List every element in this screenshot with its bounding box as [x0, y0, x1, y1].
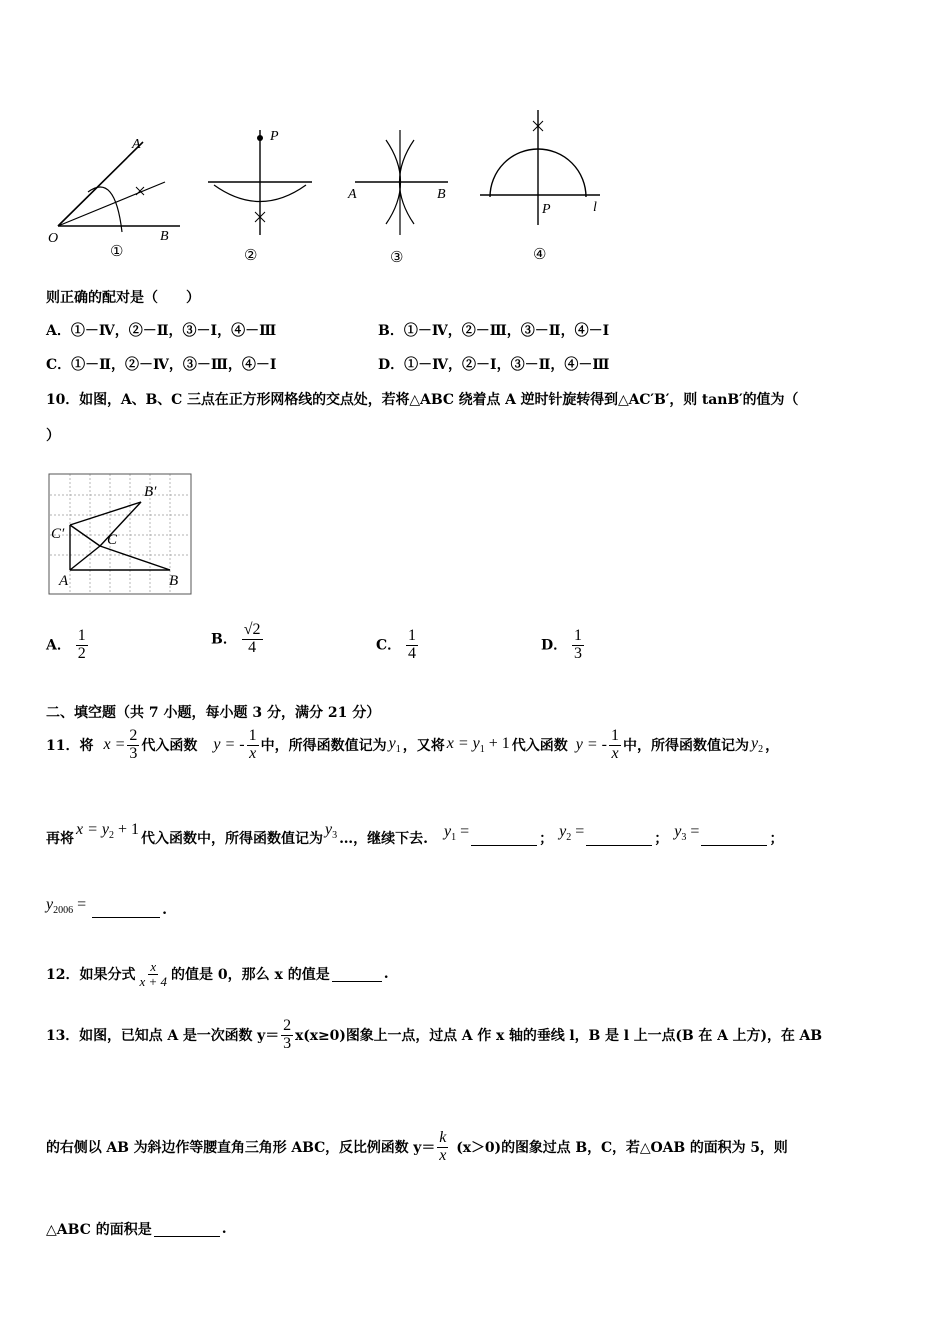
grid-label-c-prime: C′: [51, 526, 65, 542]
fig1-label-A: A: [132, 137, 141, 152]
grid-figure: [47, 472, 193, 596]
q10-option-d: D． $\frac{1}{3}$: [541, 627, 583, 662]
section-2-title: 二、填空题（共 7 小题，每小题 3 分，满分 21 分）: [46, 705, 381, 721]
fig1-number: ①: [110, 244, 124, 260]
fig3-label-B: B: [437, 187, 446, 202]
q11-line-1: 11．将 x = $\frac{2}{3}$ 代入函数 y = - $\frac{1}{x}$ 中，所得函数值记为 $y_1$ ，又将 $x = y_1 + 1$ 代入函数 y = - $\frac{1}{x}$ 中，所得函数值记为 $y_2$ ，: [46, 727, 780, 762]
q11-blank-y3[interactable]: [701, 831, 767, 846]
fig4-label-l: l: [593, 200, 597, 215]
fig1-label-B: B: [160, 229, 169, 244]
fig2-number: ②: [244, 248, 258, 264]
q10-stem-end: ）: [46, 428, 60, 444]
construction-figure-3: [340, 120, 460, 270]
q13-blank[interactable]: [154, 1222, 220, 1237]
q10-stem: 10．如图，A、B、C 三点在正方形网格线的交点处，若将△ABC 绕着点 A 逆时针旋转得到△AC′B′，则 tanB′的值为（: [46, 392, 799, 408]
q13-line-2: 的右侧以 AB 为斜边作等腰直角三角形 ABC，反比例函数 y＝ $\frac{k}{x}$ (x＞0)的图象过点 B，C，若△OAB 的面积为 5，则: [46, 1129, 788, 1164]
fig4-number: ④: [533, 247, 547, 263]
q9-option-d: D．①－Ⅳ，②－Ⅰ，③－Ⅱ，④－Ⅲ: [378, 357, 610, 373]
construction-figure-4: [475, 105, 610, 270]
q13-line-3: △ABC 的面积是 .: [46, 1221, 227, 1238]
grid-label-b-prime: B′: [144, 484, 157, 500]
q11-blank-y2[interactable]: [586, 831, 652, 846]
fig3-number: ③: [390, 250, 404, 266]
q11-line-3: $y_{2006}$ = .: [46, 895, 168, 918]
q9-stem: 则正确的配对是（ ）: [46, 290, 200, 306]
fig2-label-P: P: [270, 129, 279, 144]
q11-blank-y1[interactable]: [471, 831, 537, 846]
q10-option-a: A． $\frac{1}{2}$: [46, 627, 86, 662]
q11-line-2: 再将 $x = y_2 + 1$ 代入函数中，所得函数值记为 $y_3$ …，继续下去. $y_1$ = ； $y_2$ = ； $y_3$ = ；: [46, 820, 784, 847]
fig3-label-A: A: [348, 187, 357, 202]
grid-label-b: B: [169, 573, 179, 589]
q9-option-c: C．①－Ⅱ，②－Ⅳ，③－Ⅲ，④－Ⅰ: [46, 357, 277, 373]
construction-figure-2: [200, 120, 320, 270]
q11-blank-y2006[interactable]: [92, 903, 160, 918]
q10-option-b: B． $\frac{√2}{4}$: [211, 621, 261, 656]
q13-line-1: 13．如图，已知点 A 是一次函数 y＝ $\frac{2}{3}$ x(x≥0)图象上一点，过点 A 作 x 轴的垂线 l，B 是 l 上一点(B 在 A 上方)，在 AB: [46, 1017, 823, 1052]
construction-figure-1: [40, 120, 190, 270]
q9-option-a: A．①－Ⅳ，②－Ⅱ，③－Ⅰ，④－Ⅲ: [46, 323, 277, 339]
fig4-label-P: P: [542, 202, 551, 217]
q10-option-c: C． $\frac{1}{4}$: [376, 627, 417, 662]
grid-label-c: C: [107, 532, 118, 548]
fig1-label-O: O: [48, 231, 59, 246]
q12-line: 12．如果分式 $\frac{x}{x + 4}$ 的值是 0，那么 x 的值是 .: [46, 959, 389, 989]
q12-blank[interactable]: [332, 967, 382, 982]
q9-option-b: B．①－Ⅳ，②－Ⅲ，③－Ⅱ，④－Ⅰ: [378, 323, 610, 339]
grid-label-a: A: [59, 573, 69, 589]
